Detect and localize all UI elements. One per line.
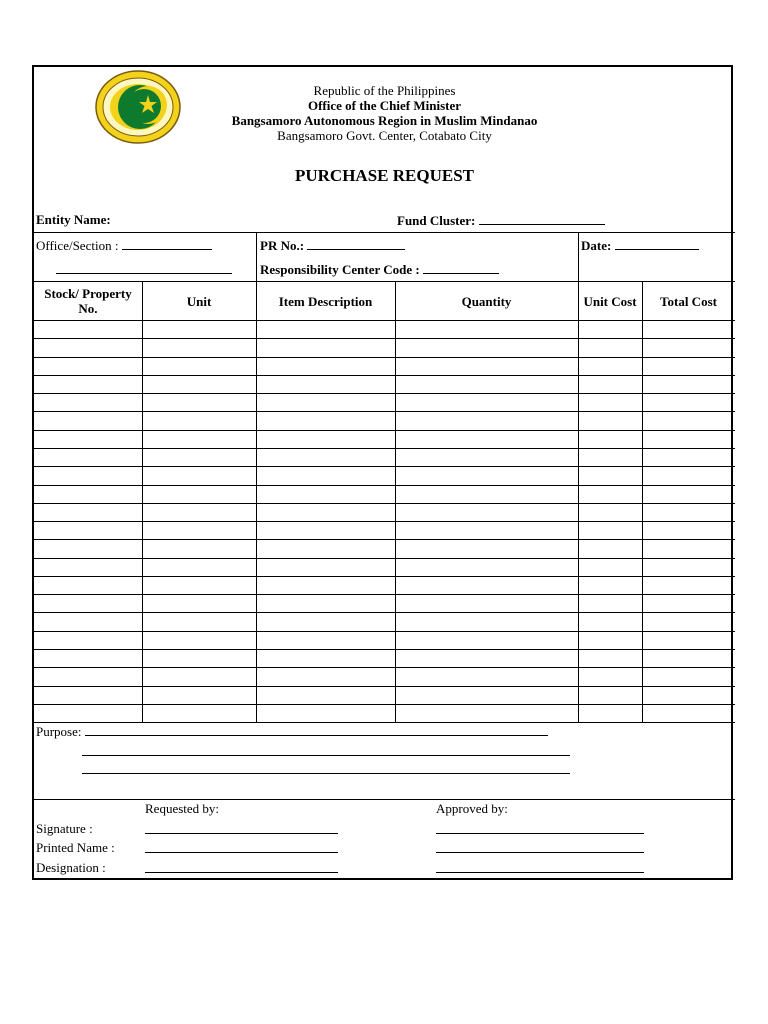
purpose-label: Purpose: — [36, 724, 82, 739]
pr-no-field[interactable] — [307, 237, 405, 250]
requested-by-label: Requested by: — [145, 801, 220, 816]
table-row[interactable] — [34, 411, 735, 412]
approved-designation-field[interactable] — [436, 860, 644, 873]
header-region: Bangsamoro Autonomous Region in Muslim Mindanao — [231, 113, 538, 128]
responsibility-center-label: Responsibility Center Code : — [260, 262, 420, 277]
table-row[interactable] — [34, 485, 735, 486]
requested-designation-field[interactable] — [145, 860, 338, 873]
purchase-request-form — [32, 65, 733, 880]
table-row[interactable] — [34, 375, 735, 376]
column-header-total-cost: Total Cost — [660, 293, 717, 309]
table-row[interactable] — [34, 667, 735, 668]
pr-no-label: PR No.: — [260, 238, 305, 253]
table-row[interactable] — [34, 594, 735, 595]
printed-name-label: Printed Name : — [36, 840, 115, 855]
approved-signature-field[interactable] — [436, 821, 644, 834]
requested-printed-name-field[interactable] — [145, 840, 338, 853]
table-row[interactable] — [34, 448, 735, 449]
entity-name-label: Entity Name: — [36, 212, 111, 227]
table-row[interactable] — [34, 393, 735, 394]
approved-printed-name-field[interactable] — [436, 840, 644, 853]
office-section-field-line2[interactable] — [56, 261, 232, 274]
column-header-stock-property-no: Stock/ Property No. — [44, 286, 132, 316]
table-row[interactable] — [34, 430, 735, 431]
table-row[interactable] — [34, 631, 735, 632]
requested-signature-field[interactable] — [145, 821, 338, 834]
header-republic: Republic of the Philippines — [313, 83, 456, 98]
office-section-label: Office/Section : — [36, 238, 119, 253]
column-header-quantity: Quantity — [461, 293, 512, 309]
table-row[interactable] — [34, 521, 735, 522]
office-section-field[interactable] — [122, 237, 212, 250]
header-office: Office of the Chief Minister — [307, 98, 462, 113]
table-row[interactable] — [34, 649, 735, 650]
responsibility-center-field[interactable] — [423, 261, 499, 274]
signature-label: Signature : — [36, 821, 93, 836]
table-row[interactable] — [34, 612, 735, 613]
table-row[interactable] — [34, 558, 735, 559]
table-row[interactable] — [34, 576, 735, 577]
table-row[interactable] — [34, 539, 735, 540]
approved-by-label: Approved by: — [436, 801, 508, 816]
date-label: Date: — [581, 238, 612, 253]
column-header-item-description: Item Description — [278, 293, 373, 309]
column-header-unit: Unit — [186, 293, 212, 309]
designation-label: Designation : — [36, 860, 106, 875]
table-row[interactable] — [34, 466, 735, 467]
table-row[interactable] — [34, 704, 735, 705]
fund-cluster-field[interactable] — [479, 212, 605, 225]
header-address: Bangsamoro Govt. Center, Cotabato City — [277, 128, 492, 143]
purpose-field-line3[interactable] — [82, 761, 570, 774]
table-row[interactable] — [34, 357, 735, 358]
fund-cluster-label: Fund Cluster: — [397, 213, 476, 228]
purpose-field-line2[interactable] — [82, 743, 570, 756]
purpose-field-line1[interactable] — [85, 723, 548, 736]
table-row[interactable] — [34, 686, 735, 687]
table-row[interactable] — [34, 338, 735, 339]
date-field[interactable] — [615, 237, 699, 250]
column-header-unit-cost: Unit Cost — [583, 293, 637, 309]
form-title: PURCHASE REQUEST — [294, 166, 474, 185]
table-row[interactable] — [34, 503, 735, 504]
